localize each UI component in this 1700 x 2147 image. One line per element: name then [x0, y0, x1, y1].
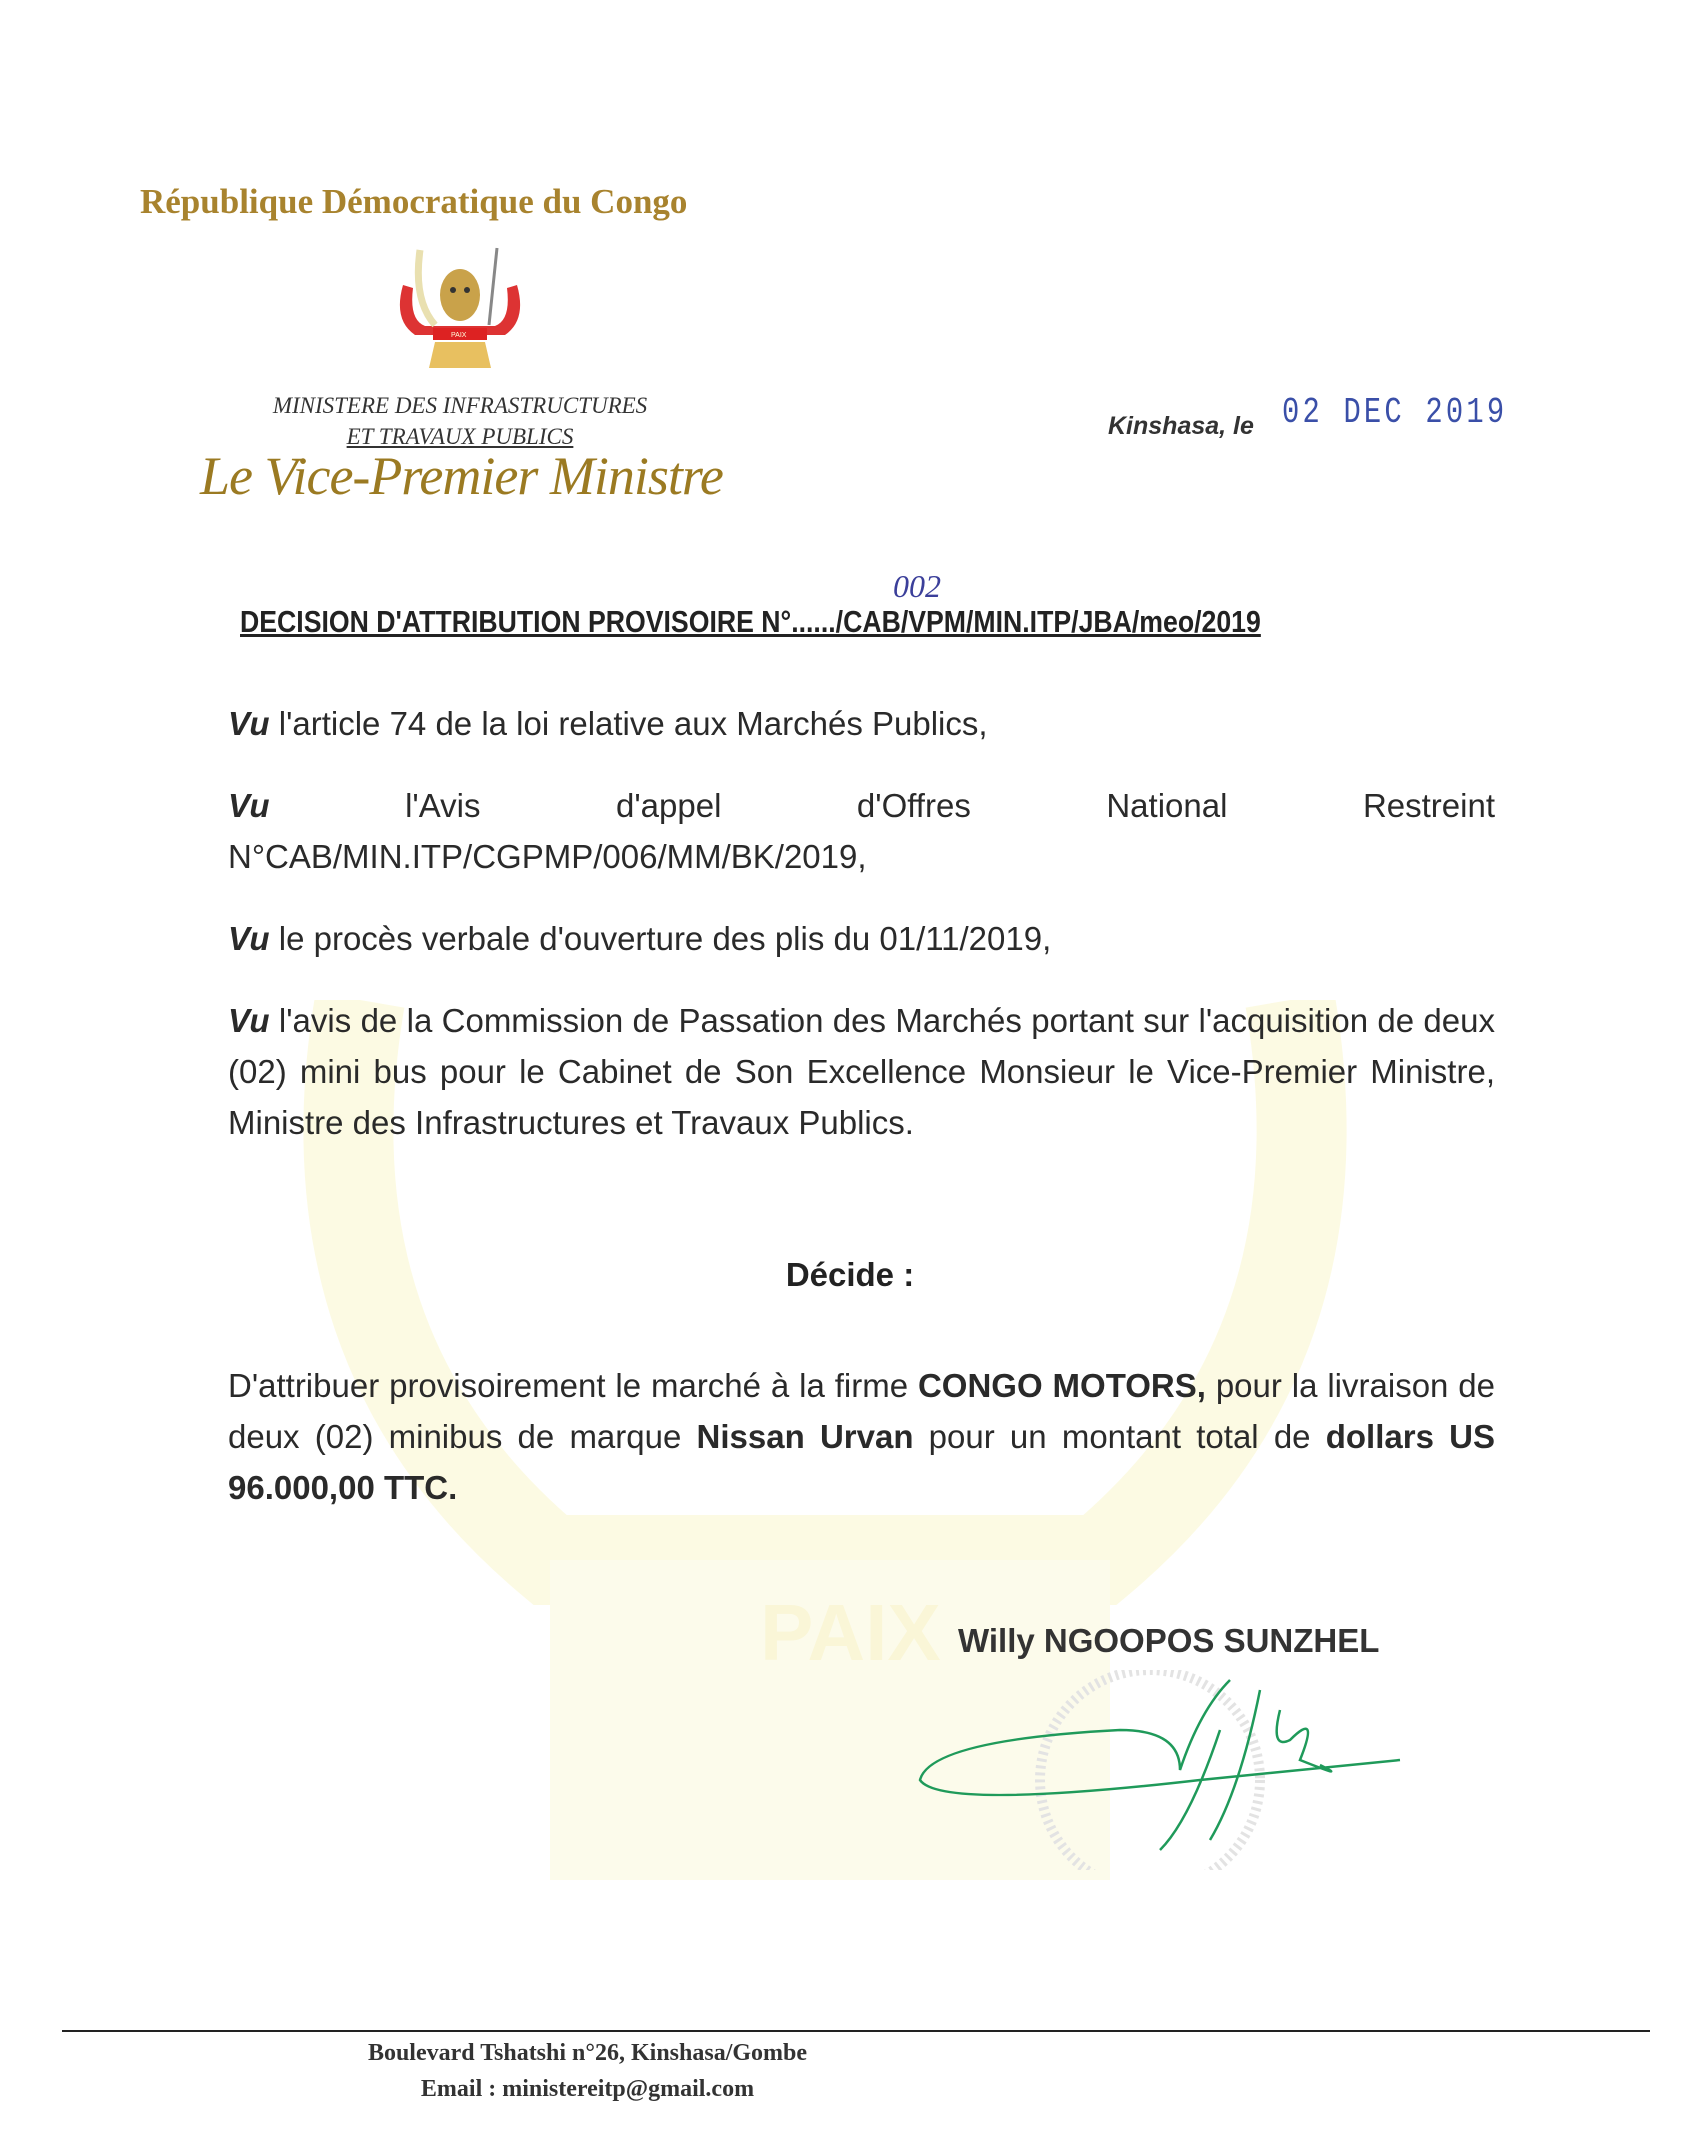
ministry-line-2: ET TRAVAUX PUBLICS: [346, 424, 574, 449]
consideration-2: [228, 780, 1495, 882]
decision-title: DECISION D'ATTRIBUTION PROVISOIRE N°....../CAB/VPM/MIN.ITP/JBA/meo/2019: [240, 604, 1261, 639]
consideration-text: l'avis de la Commission de Passation des Marchés portant sur l'acquisition de deux (02) mini bus pour le Cabinet de Son Excellence Monsieur le Vice-Premier Ministre, Ministre des Infrastructures et Travaux Publics.: [228, 1002, 1495, 1141]
footer-address: Boulevard Tshatshi n°26, Kinshasa/Gombe: [367, 2040, 808, 2066]
contract-amount: dollars US 96.000,00 TTC.: [228, 1418, 1495, 1506]
consideration-text: l'Avis d'appel d'Offres National Restreint N°CAB/MIN.ITP/CGPMP/006/MM/BK/2019,: [228, 787, 1495, 875]
ruling-text: pour un montant total de: [913, 1418, 1326, 1455]
vu-label: Vu: [228, 705, 270, 742]
ruling-text: D'attribuer provisoirement le marché à la firme: [228, 1367, 918, 1404]
handwritten-number: 002: [893, 568, 941, 604]
ruling-paragraph: [228, 1360, 1495, 1513]
svg-text:PAIX: PAIX: [451, 332, 467, 339]
signatory-name: Willy NGOOPOS SUNZHEL: [958, 1622, 1380, 1659]
ministry-line-1: MINISTERE DES INFRASTRUCTURES: [272, 393, 648, 418]
consideration-3: [228, 913, 1495, 964]
firm-name: CONGO MOTORS,: [917, 1367, 1206, 1404]
vu-label: Vu: [228, 920, 270, 957]
vehicle-brand: Nissan Urvan: [696, 1418, 914, 1455]
country-name: République Démocratique du Congo: [140, 182, 688, 221]
footer-email: Email : ministereitp@gmail.com: [420, 2076, 755, 2102]
date-stamp: 02 DEC 2019: [1282, 392, 1508, 433]
consideration-4: [228, 995, 1495, 1148]
vu-label: Vu: [228, 787, 270, 824]
consideration-text: l'article 74 de la loi relative aux Marchés Publics,: [269, 705, 988, 742]
decide-heading: Décide :: [785, 1256, 915, 1293]
footer-divider: [62, 2030, 1650, 2032]
coat-of-arms-logo: [385, 240, 535, 370]
ministry-name: [200, 390, 720, 452]
signature-and-seal: [900, 1670, 1520, 1870]
ruling-text: pour la livraison de deux (02) minibus de marque: [228, 1367, 1495, 1455]
office-title: Le Vice-Premier Ministre: [200, 446, 723, 506]
consideration-text: le procès verbale d'ouverture des plis du 01/11/2019,: [269, 920, 1052, 957]
consideration-1: [228, 698, 1495, 749]
svg-text:PAIX: PAIX: [760, 1588, 941, 1677]
place-label: Kinshasa, le: [1108, 412, 1254, 440]
vu-label: Vu: [228, 1002, 270, 1039]
